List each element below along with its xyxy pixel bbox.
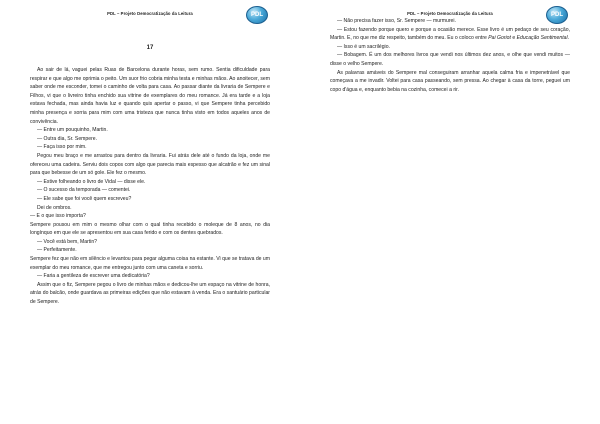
paragraph: — Estou fazendo porque quero e porque a ocasião merece. Esse livro é um pedaço de seu coração, Martin. E, no que me diz respeito, também do meu. Eu o coloco entre Pai Goriot e Educação Sentimental.	[330, 26, 570, 42]
chapter-number: 17	[146, 45, 154, 51]
paragraph: — Faça isso por mim.	[37, 144, 87, 151]
pdl-logo-icon: PDL	[246, 6, 268, 24]
paragraph: Assim que o fiz, Sempere pegou o livro de minhas mãos e dedicou-lhe um espaço na vitrine de honra, atrás do balcão, onde guardava as primeiras edições que não estavam à venda. Era o santuário particular de Sempere.	[30, 281, 270, 306]
book-title: Educação Sentimental	[516, 35, 568, 42]
paragraph: — O sucesso da temporada — comentei.	[37, 187, 131, 194]
paragraph: — Perfeitamente.	[37, 247, 77, 254]
paragraph: Pegou meu braço e me arrastou para dentro da livraria. Fui atrás dele até o fundo da loja, onde me ofereceu uma cadeira. Serviu dois copos com algo que parecia mais espesso que alcatrão e fez um sinal para que bebesse de um só gole. Ele fez o mesmo.	[30, 152, 270, 177]
book-title: Pai Goriot	[488, 35, 511, 42]
left-page-text	[30, 66, 270, 307]
paragraph: As palavras amáveis do Sempere mal conseguiram arranhar aquela calma fria e impenetrável que começava a me invadir. Voltei para casa passeando, sem pressa. Ao chegar à casa da torre, peguei um copo d'água e, enquanto bebia na cozinha, comecei a rir.	[330, 69, 570, 93]
paragraph: Sempere pousou em mim o mesmo olhar com o qual tinha recebido o moleque de 8 anos, no dia longínquo em que ele se apresentou em sua casa ferido e com os dentes quebrados.	[30, 221, 270, 237]
paragraph: — Bobagem. É um dos melhores livros que vendi nos últimos dez anos, e olhe que vendi muitos — disse o velho Sempere.	[330, 52, 570, 67]
paragraph: Sempere fez que não em silêncio e levantou para pegar alguma coisa na estante. Vi que se tratava de um exemplar do meu romance, que me entregou junto com uma caneta e sorriu.	[30, 256, 270, 271]
paragraph: — Estive folheando o livro de Vidal — disse ele.	[37, 178, 146, 185]
pdl-logo-icon: PDL	[546, 6, 568, 24]
paragraph: — Isso é um sacrilégio.	[337, 43, 390, 50]
paragraph: — Você está bem, Martin?	[37, 238, 98, 245]
paragraph: Ao sair de lá, vaguei pelas Ruas de Barcelona durante horas, sem rumo. Sentia dificuldade para respirar e que algo me oprimia o peito. Um suor frio cobria minha testa e minhas mãos. Ao anoitecer, sem saber onde me esconder, tomei o caminho de volta para casa. Ao passar diante da livraria de Sempere e Filhos, vi que o livreiro tinha enchido sua vitrine de exemplares do meu romance. Já era tarde e a loja estava fechada, mas ainda havia luz e quando quis apertar o passo, vi que Sempere tinha percebido minha presença e sorria para mim com uma tristeza que nunca tinha visto em todos aqueles anos de convivência.	[30, 67, 270, 125]
paragraph: — E o que isso importa?	[30, 213, 86, 220]
paragraph: — Entre um pouquinho, Martin.	[37, 127, 108, 134]
page-header: PDL – Projeto Democratização da Leitura	[407, 11, 493, 16]
paragraph: — Ele sabe que foi você quem escreveu?	[37, 195, 132, 202]
paragraph: — Faria a gentileza de escrever uma dedicatória?	[37, 273, 150, 280]
page-header: PDL – Projeto Democratização da Leitura	[107, 11, 193, 16]
right-page-text	[330, 17, 570, 94]
paragraph: Dei de ombros.	[37, 204, 72, 211]
right-page	[300, 0, 600, 424]
paragraph: — Não precisa fazer isso, Sr. Sempere — murmurei.	[337, 18, 456, 24]
paragraph: — Outra dia, Sr. Sempere.	[37, 135, 98, 142]
